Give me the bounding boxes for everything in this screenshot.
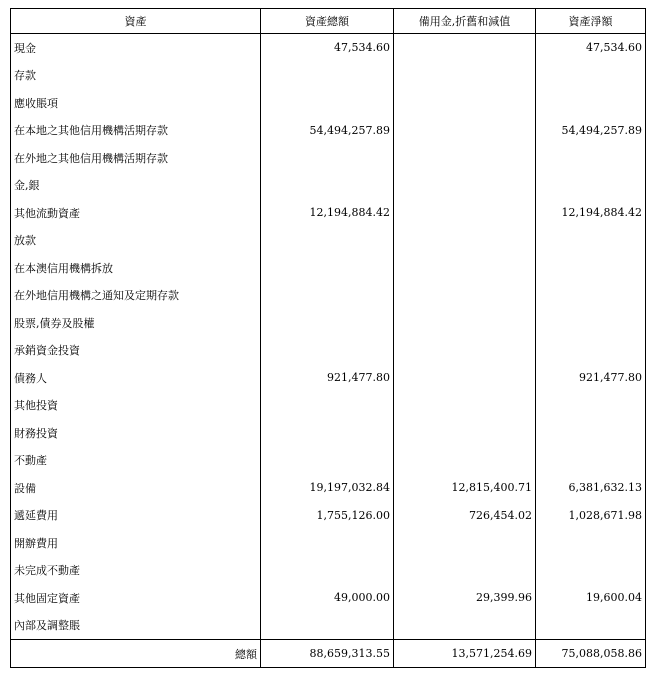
row-gross-amount (261, 144, 394, 172)
row-asset-name: 在外地信用機構之通知及定期存款 (11, 282, 261, 310)
row-gross-amount (261, 89, 394, 117)
row-net-amount: 12,194,884.42 (536, 199, 646, 227)
row-reserve-amount (394, 447, 536, 475)
row-gross-amount (261, 282, 394, 310)
row-gross-amount: 54,494,257.89 (261, 117, 394, 145)
row-asset-name: 現金 (11, 34, 261, 62)
total-label: 總額 (11, 640, 261, 668)
row-gross-amount: 12,194,884.42 (261, 199, 394, 227)
row-net-amount (536, 144, 646, 172)
header-row (11, 9, 646, 34)
table-row (11, 447, 646, 475)
row-asset-name: 應收賬項 (11, 89, 261, 117)
row-net-amount (536, 447, 646, 475)
row-asset-name: 存款 (11, 62, 261, 90)
row-reserve-amount (394, 117, 536, 145)
table-row (11, 529, 646, 557)
table-row (11, 62, 646, 90)
row-gross-amount (261, 557, 394, 585)
row-reserve-amount (394, 227, 536, 255)
row-reserve-amount (394, 282, 536, 310)
table-row (11, 502, 646, 530)
row-gross-amount: 47,534.60 (261, 34, 394, 62)
table-row (11, 337, 646, 365)
table-row (11, 227, 646, 255)
table-row (11, 282, 646, 310)
row-net-amount (536, 612, 646, 640)
row-gross-amount: 921,477.80 (261, 364, 394, 392)
header-assets: 資產 (11, 9, 261, 34)
row-gross-amount (261, 529, 394, 557)
total-net: 75,088,058.86 (536, 640, 646, 668)
header-reserve-depreciation: 備用金,折舊和減值 (394, 9, 536, 34)
row-asset-name: 承銷資金投資 (11, 337, 261, 365)
assets-table (10, 8, 646, 668)
row-net-amount (536, 62, 646, 90)
row-asset-name: 其他固定資產 (11, 584, 261, 612)
row-reserve-amount (394, 62, 536, 90)
row-gross-amount: 49,000.00 (261, 584, 394, 612)
table-row (11, 34, 646, 62)
row-net-amount: 6,381,632.13 (536, 474, 646, 502)
row-gross-amount: 1,755,126.00 (261, 502, 394, 530)
row-reserve-amount (394, 419, 536, 447)
total-gross: 88,659,313.55 (261, 640, 394, 668)
row-gross-amount (261, 337, 394, 365)
row-net-amount: 1,028,671.98 (536, 502, 646, 530)
table-row (11, 309, 646, 337)
row-asset-name: 未完成不動產 (11, 557, 261, 585)
row-reserve-amount (394, 144, 536, 172)
row-reserve-amount (394, 529, 536, 557)
row-gross-amount (261, 172, 394, 200)
balance-sheet (10, 8, 645, 668)
row-asset-name: 在本地之其他信用機構活期存款 (11, 117, 261, 145)
table-row (11, 89, 646, 117)
row-asset-name: 不動產 (11, 447, 261, 475)
row-gross-amount (261, 254, 394, 282)
row-net-amount (536, 557, 646, 585)
row-net-amount (536, 227, 646, 255)
row-asset-name: 在本澳信用機構拆放 (11, 254, 261, 282)
row-asset-name: 其他流動資產 (11, 199, 261, 227)
row-reserve-amount (394, 392, 536, 420)
row-net-amount: 921,477.80 (536, 364, 646, 392)
row-asset-name: 內部及調整賬 (11, 612, 261, 640)
row-gross-amount: 19,197,032.84 (261, 474, 394, 502)
row-reserve-amount (394, 199, 536, 227)
row-asset-name: 其他投資 (11, 392, 261, 420)
row-asset-name: 金,銀 (11, 172, 261, 200)
row-net-amount: 54,494,257.89 (536, 117, 646, 145)
row-asset-name: 財務投資 (11, 419, 261, 447)
row-reserve-amount (394, 364, 536, 392)
row-gross-amount (261, 419, 394, 447)
row-net-amount (536, 172, 646, 200)
table-row (11, 144, 646, 172)
row-asset-name: 設備 (11, 474, 261, 502)
table-row (11, 392, 646, 420)
table-row (11, 117, 646, 145)
row-asset-name: 開辦費用 (11, 529, 261, 557)
row-asset-name: 債務人 (11, 364, 261, 392)
row-gross-amount (261, 447, 394, 475)
row-gross-amount (261, 309, 394, 337)
row-net-amount (536, 392, 646, 420)
table-row (11, 199, 646, 227)
row-net-amount (536, 254, 646, 282)
total-row (11, 640, 646, 668)
row-gross-amount (261, 612, 394, 640)
row-asset-name: 放款 (11, 227, 261, 255)
row-net-amount (536, 89, 646, 117)
row-net-amount (536, 282, 646, 310)
table-row (11, 254, 646, 282)
table-row (11, 584, 646, 612)
table-row (11, 474, 646, 502)
row-gross-amount (261, 62, 394, 90)
row-asset-name: 遞延費用 (11, 502, 261, 530)
row-net-amount (536, 309, 646, 337)
row-reserve-amount (394, 557, 536, 585)
row-reserve-amount: 726,454.02 (394, 502, 536, 530)
header-gross-amount: 資產總額 (261, 9, 394, 34)
table-row (11, 172, 646, 200)
row-reserve-amount (394, 309, 536, 337)
table-row (11, 419, 646, 447)
row-reserve-amount (394, 34, 536, 62)
row-reserve-amount (394, 337, 536, 365)
row-net-amount: 47,534.60 (536, 34, 646, 62)
row-net-amount: 19,600.04 (536, 584, 646, 612)
row-reserve-amount: 12,815,400.71 (394, 474, 536, 502)
row-reserve-amount (394, 612, 536, 640)
total-reserve: 13,571,254.69 (394, 640, 536, 668)
row-asset-name: 股票,債券及股權 (11, 309, 261, 337)
row-gross-amount (261, 227, 394, 255)
table-row (11, 364, 646, 392)
row-reserve-amount (394, 254, 536, 282)
row-reserve-amount (394, 89, 536, 117)
table-row (11, 557, 646, 585)
row-reserve-amount (394, 172, 536, 200)
row-gross-amount (261, 392, 394, 420)
row-net-amount (536, 337, 646, 365)
row-asset-name: 在外地之其他信用機構活期存款 (11, 144, 261, 172)
row-net-amount (536, 419, 646, 447)
table-body (11, 34, 646, 640)
row-reserve-amount: 29,399.96 (394, 584, 536, 612)
row-net-amount (536, 529, 646, 557)
table-row (11, 612, 646, 640)
header-net-amount: 資產淨額 (536, 9, 646, 34)
